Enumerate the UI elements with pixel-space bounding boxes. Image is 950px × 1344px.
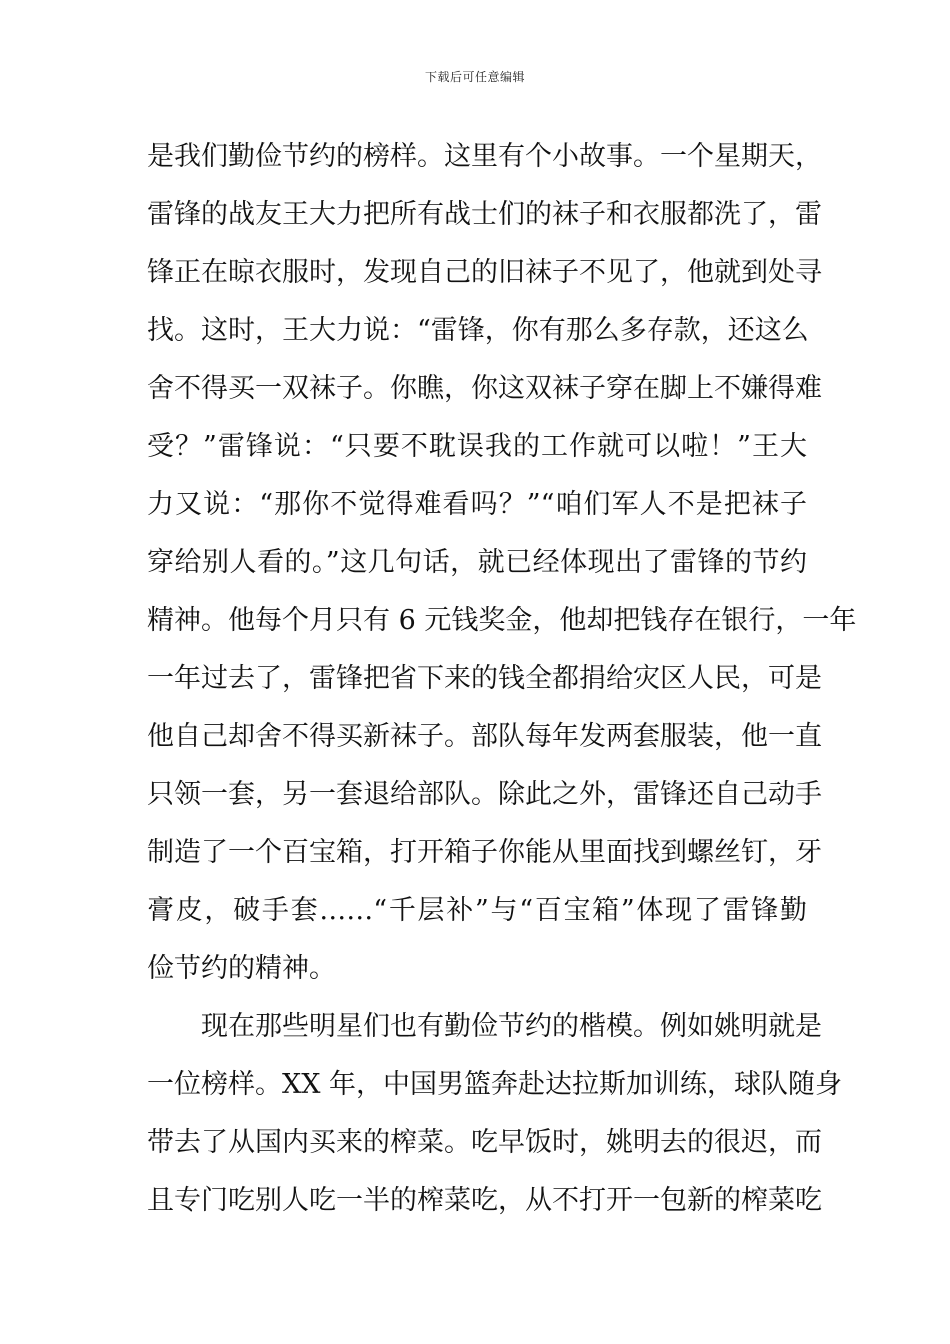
text-line: 一年过去了，雷锋把省下来的钱全都捐给灾区人民，可是 [147,663,822,694]
text-line: 受？”雷锋说：“只要不耽误我的工作就可以啦！”王大 [147,431,807,462]
text-line: 锋正在晾衣服时，发现自己的旧袜子不见了，他就到处寻 [147,257,822,288]
text-line: 舍不得买一双袜子。你瞧，你这双袜子穿在脚上不嫌得难 [147,373,822,404]
text-line: 俭节约的精神。 [147,953,336,984]
text-line: 一位榜样。XX 年，中国男篮奔赴达拉斯加训练，球队随身 [147,1069,843,1100]
paragraph-yaoming-story [147,998,843,1230]
text-line: 且专门吃别人吃一半的榨菜吃，从不打开一包新的榨菜吃 [147,1185,822,1216]
text-line: 制造了一个百宝箱，打开箱子你能从里面找到螺丝钉，牙 [147,837,822,868]
text-line: 他自己却舍不得买新袜子。部队每年发两套服装，他一直 [147,721,822,752]
text-line: 精神。他每个月只有 6 元钱奖金，他却把钱存在银行，一年 [147,605,857,636]
text-line: 穿给别人看的。”这几句话，就已经体现出了雷锋的节约 [147,547,807,578]
text-line: 膏皮，破手套……“千层补”与“百宝箱”体现了雷锋勤 [147,895,807,926]
text-line: 是我们勤俭节约的榜样。这里有个小故事。一个星期天， [147,141,822,172]
text-line: 力又说：“那你不觉得难看吗？”“咱们军人不是把袜子 [147,489,807,520]
page-header: 下载后可任意编辑 [424,70,525,84]
text-line: 找。这时，王大力说：“雷锋，你有那么多存款，还这么 [147,315,809,346]
paragraph-leifeng-story [147,128,857,998]
body-text [147,128,857,1230]
text-line: 现在那些明星们也有勤俭节约的楷模。例如姚明就是 [201,1011,822,1042]
text-line: 带去了从国内买来的榨菜。吃早饭时，姚明去的很迟，而 [147,1127,822,1158]
text-line: 只领一套，另一套退给部队。除此之外，雷锋还自己动手 [147,779,822,810]
text-line: 雷锋的战友王大力把所有战士们的袜子和衣服都洗了，雷 [147,199,822,230]
